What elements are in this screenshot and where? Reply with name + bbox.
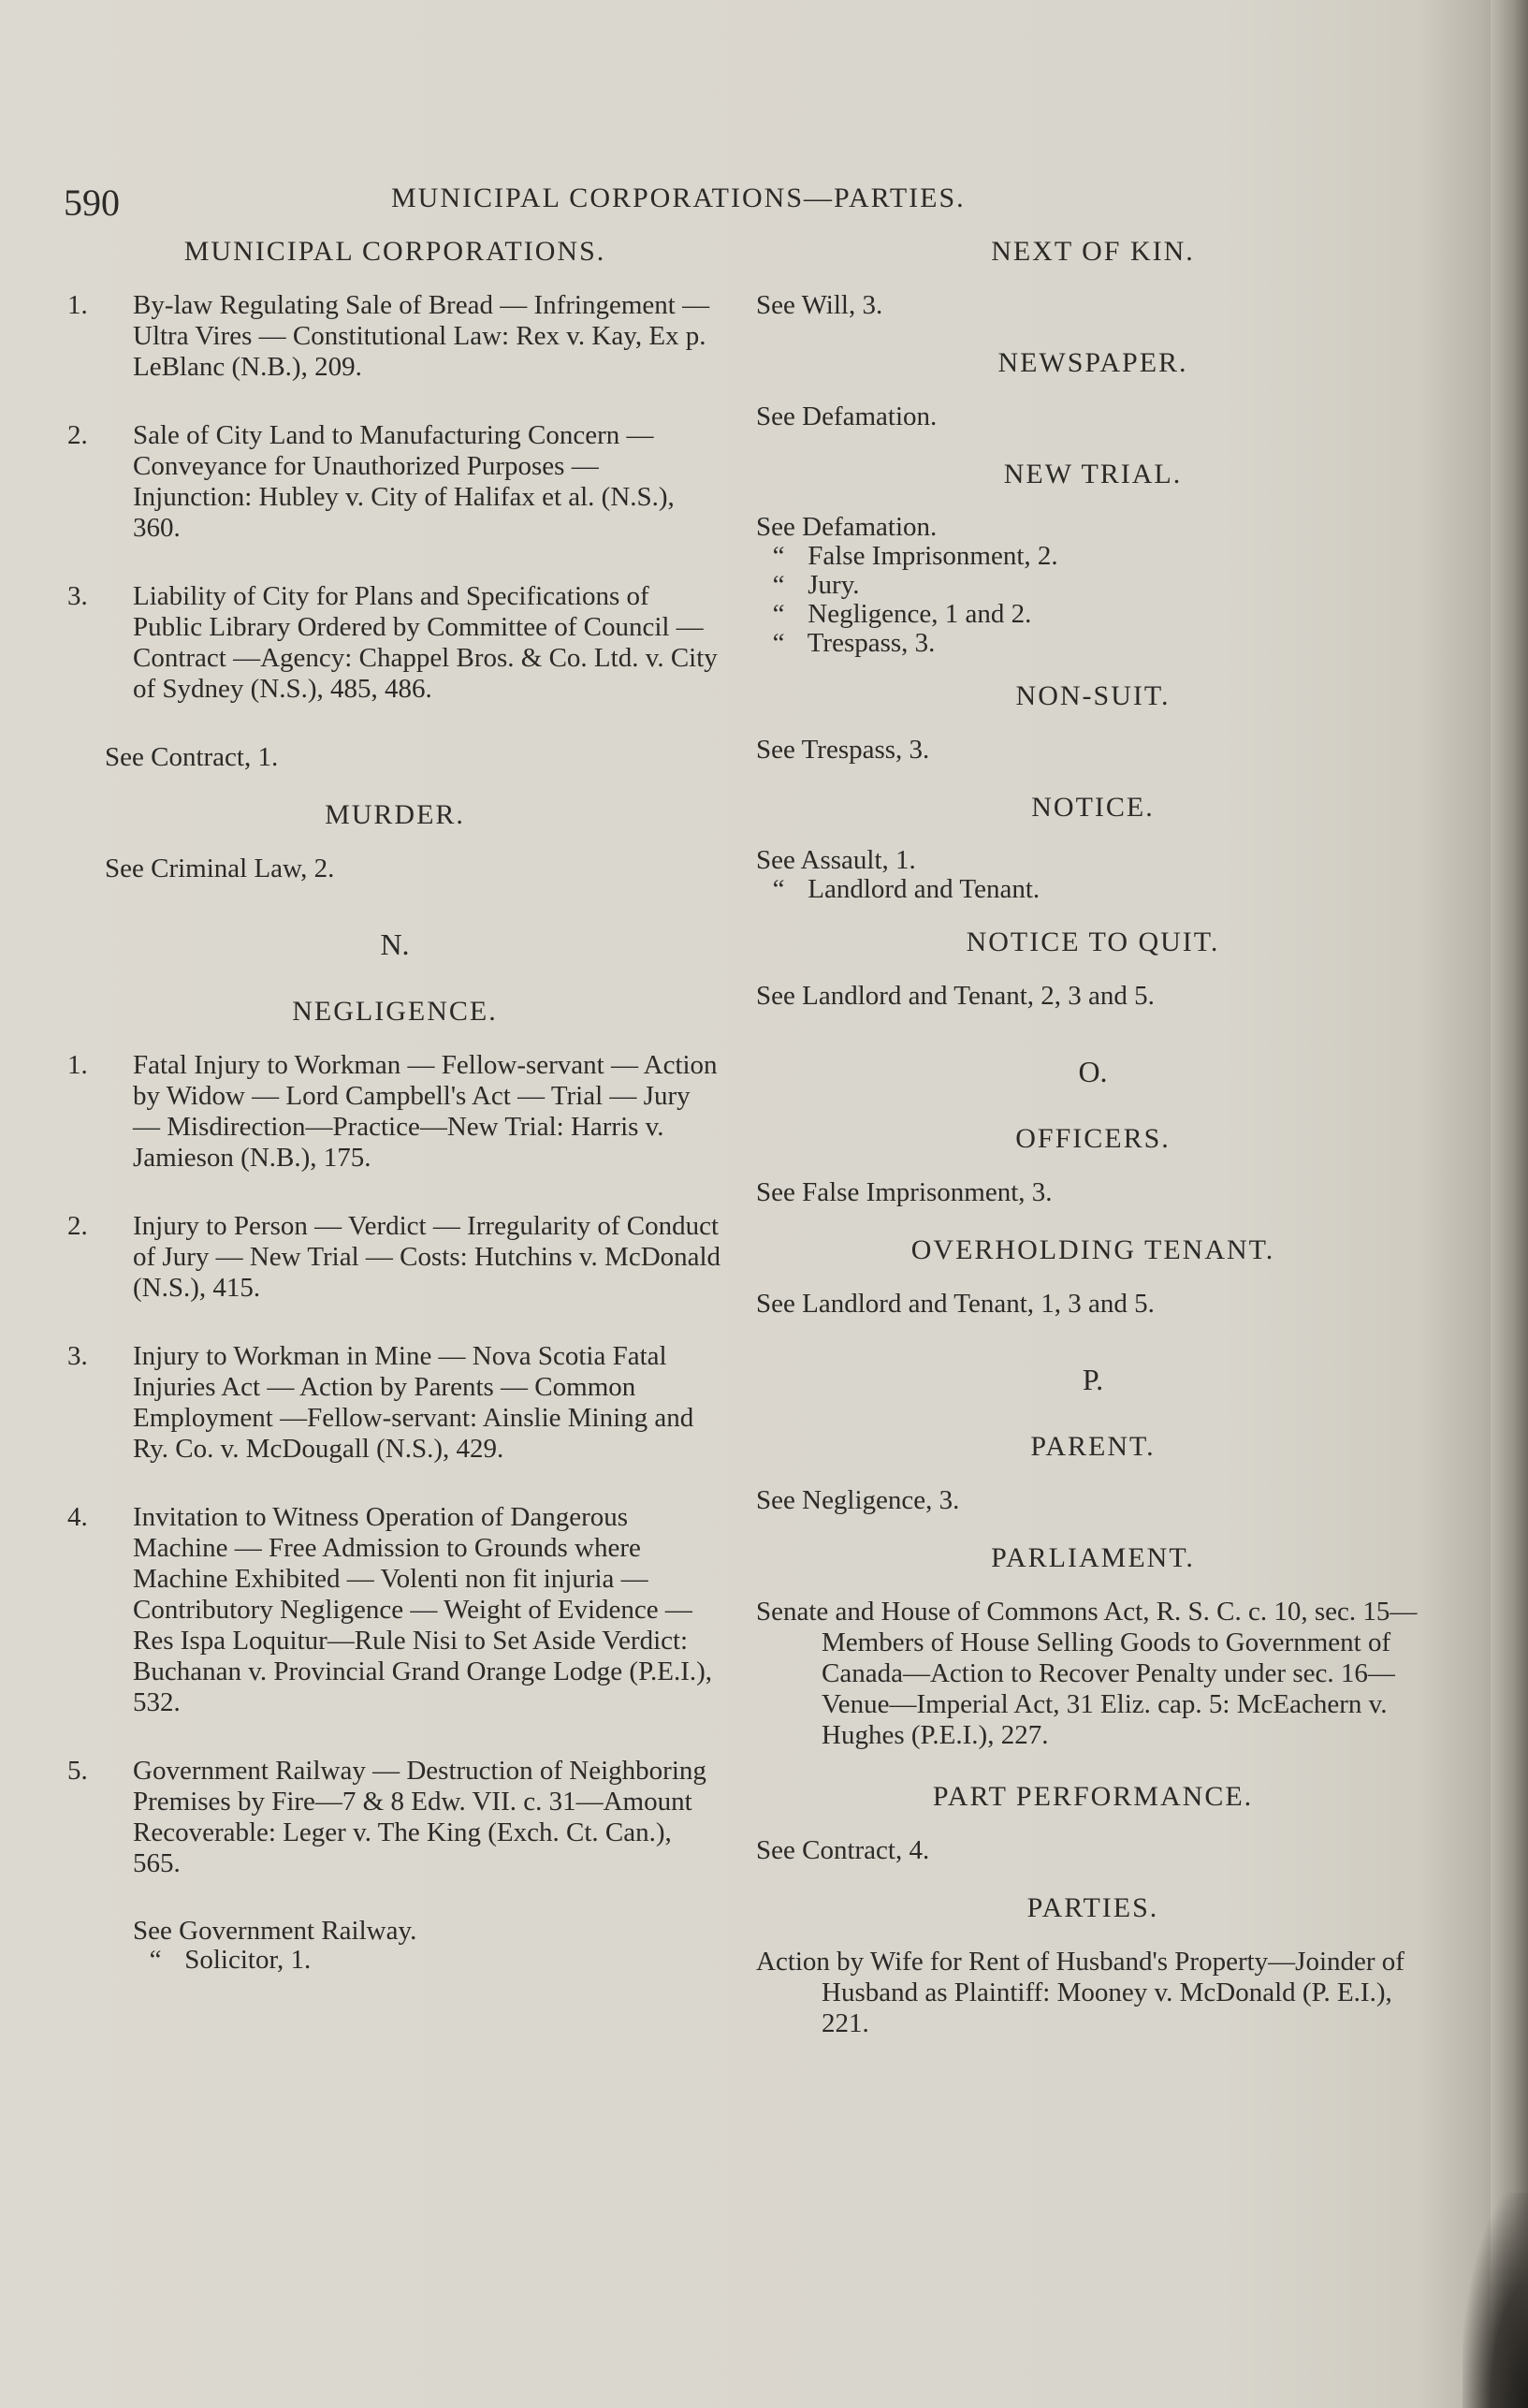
running-title: MUNICIPAL CORPORATIONS—PARTIES. (391, 182, 966, 213)
section-heading-parent: PARENT. (1030, 1431, 1156, 1462)
see-prefix: See (756, 512, 795, 542)
section-heading-part-performance: PART PERFORMANCE. (932, 1781, 1254, 1812)
see-text: Assault, 1. (800, 845, 916, 875)
see-reference: See Landlord and Tenant, 1, 3 and 5. (756, 1289, 1155, 1319)
index-entry (67, 581, 722, 705)
see-text: Jury. (808, 570, 860, 600)
see-reference-list (756, 513, 1430, 658)
index-entry (67, 1502, 722, 1718)
entry-text: Injury to Workman in Mine — Nova Scotia Fatal Injuries Act — Action by Parents — Common Employment —Fellow-servant: Ainslie Mining and Ry. Co. v. McDougall (N.S.), 429. (133, 1341, 694, 1464)
entry-text: Fatal Injury to Workman — Fellow-servant — Action by Widow — Lord Campbell's Act — Trial — Jury — Misdirection—Practice—New Trial: Harris v. Jamieson (N.B.), 175. (133, 1050, 718, 1173)
section-heading-officers: OFFICERS. (1015, 1123, 1171, 1154)
section-heading-overholding-tenant: OVERHOLDING TENANT. (910, 1234, 1275, 1265)
see-reference: See Negligence, 3. (756, 1485, 960, 1515)
page-corner-shadow (1463, 2193, 1528, 2408)
entry-text: Invitation to Witness Operation of Dangerous Machine — Free Admission to Grounds where Machine Exhibited — Volenti non fit injuria — Contributory Negligence — Weight of Evidence — Res Ispa Loquitur—Rule Nisi to Set Aside Verdict: Buchanan v. Provincial Grand Orange Lodge (P.E.I.), 532. (133, 1502, 713, 1717)
section-heading-notice-to-quit: NOTICE TO QUIT. (966, 927, 1220, 957)
see-reference (756, 571, 1430, 600)
see-text: False Imprisonment, 2. (808, 541, 1058, 571)
see-reference: See Defamation. (756, 401, 938, 431)
entry-number: 1. (67, 1050, 88, 1080)
see-text: Negligence, 1 and 2. (808, 599, 1032, 629)
entry-number: 3. (67, 581, 88, 611)
left-column (67, 234, 722, 1995)
see-reference: See Criminal Law, 2. (105, 854, 335, 883)
entry-number: 2. (67, 1211, 88, 1241)
index-entry-text: Senate and House of Commons Act, R. S. C. c. 10, sec. 15—Members of House Selling Goods to Government of Canada—Action to Recover Penalty under sec. 16—Venue—Imperial Act, 31 Eliz. cap. 5: McEachern v. Hughes (P.E.I.), 227. (756, 1597, 1418, 1750)
ditto-mark: “ (772, 570, 785, 600)
see-reference: See Will, 3. (756, 290, 883, 320)
entry-text: By-law Regulating Sale of Bread — Infringement — Ultra Vires — Constitutional Law: Rex v. Kay, Ex p. LeBlanc (N.B.), 209. (133, 290, 710, 382)
ditto-mark: “ (772, 541, 785, 571)
section-heading-new-trial: NEW TRIAL. (1003, 459, 1183, 489)
right-column (756, 234, 1430, 2064)
entry-text: Government Railway — Destruction of Neighboring Premises by Fire—7 & 8 Edw. VII. c. 31—Amount Recoverable: Leger v. The King (Exch. Ct. Can.), 565. (133, 1756, 706, 1878)
see-text: Landlord and Tenant. (808, 874, 1040, 904)
section-heading-murder: MURDER. (325, 799, 465, 830)
entry-number: 1. (67, 290, 88, 320)
see-reference (756, 600, 1430, 629)
entry-text: Sale of City Land to Manufacturing Concern — Conveyance for Unauthorized Purposes — Injunction: Hubley v. City of Halifax et al. (N.S.), 360. (133, 420, 675, 543)
see-reference (133, 1917, 722, 1946)
see-reference-list (756, 846, 1430, 904)
page-edge-shadow (1491, 0, 1528, 2408)
ditto-mark: “ (772, 599, 785, 629)
see-reference (756, 846, 1430, 875)
section-heading-newspaper: NEWSPAPER. (997, 347, 1188, 378)
see-reference (756, 629, 1430, 658)
section-heading-non-suit: NON-SUIT. (1015, 680, 1171, 711)
index-entry (67, 1341, 722, 1465)
entry-number: 4. (67, 1502, 88, 1532)
see-reference: See Trespass, 3. (756, 735, 930, 765)
see-reference: See Contract, 4. (756, 1835, 930, 1865)
section-heading-parliament: PARLIAMENT. (991, 1542, 1195, 1573)
see-text: Solicitor, 1. (184, 1945, 312, 1975)
ditto-mark: “ (772, 874, 785, 904)
see-prefix: See (756, 845, 795, 875)
entry-number: 3. (67, 1341, 88, 1371)
section-heading-municipal-corporations: MUNICIPAL CORPORATIONS. (183, 236, 606, 267)
see-reference (756, 875, 1430, 904)
page-number: 590 (64, 182, 120, 224)
see-reference: See False Imprisonment, 3. (756, 1177, 1053, 1207)
entry-text: Injury to Person — Verdict — Irregularity of Conduct of Jury — New Trial — Costs: Hutchins v. McDonald (N.S.), 415. (133, 1211, 721, 1303)
index-entry-text: Action by Wife for Rent of Husband's Property—Joinder of Husband as Plaintiff: Mooney v. McDonald (P. E.I.), 221. (756, 1947, 1404, 2038)
entry-number: 5. (67, 1756, 88, 1786)
index-entry (67, 1211, 722, 1304)
see-text: Defamation. (802, 512, 938, 542)
ditto-mark: “ (149, 1945, 162, 1975)
see-reference (756, 513, 1430, 542)
entry-number: 2. (67, 420, 88, 450)
section-heading-notice: NOTICE. (1031, 792, 1155, 823)
see-reference (756, 542, 1430, 571)
page-header (64, 173, 1411, 224)
letter-divider-o: O. (1078, 1055, 1108, 1088)
index-entry (67, 290, 722, 383)
section-heading-parties: PARTIES. (1026, 1892, 1159, 1923)
index-entry (67, 1756, 722, 1879)
letter-divider-p: P. (1082, 1363, 1104, 1396)
letter-divider-n: N. (380, 927, 410, 961)
see-text: Trespass, 3. (807, 628, 936, 658)
entry-text: Liability of City for Plans and Specifications of Public Library Ordered by Committee of Council — Contract —Agency: Chappel Bros. & Co. Ltd. v. City of Sydney (N.S.), 485, 486. (133, 581, 718, 704)
section-heading-next-of-kin: NEXT OF KIN. (991, 236, 1195, 267)
see-prefix: See (133, 1916, 172, 1946)
see-reference: See Contract, 1. (105, 742, 279, 772)
index-entry (67, 1050, 722, 1174)
ditto-mark: “ (772, 628, 785, 658)
section-heading-negligence: NEGLIGENCE. (292, 996, 498, 1027)
see-reference-list (67, 1917, 722, 1975)
index-entry (67, 420, 722, 544)
see-reference: See Landlord and Tenant, 2, 3 and 5. (756, 981, 1155, 1011)
see-reference (133, 1946, 722, 1975)
see-text: Government Railway. (179, 1916, 417, 1946)
